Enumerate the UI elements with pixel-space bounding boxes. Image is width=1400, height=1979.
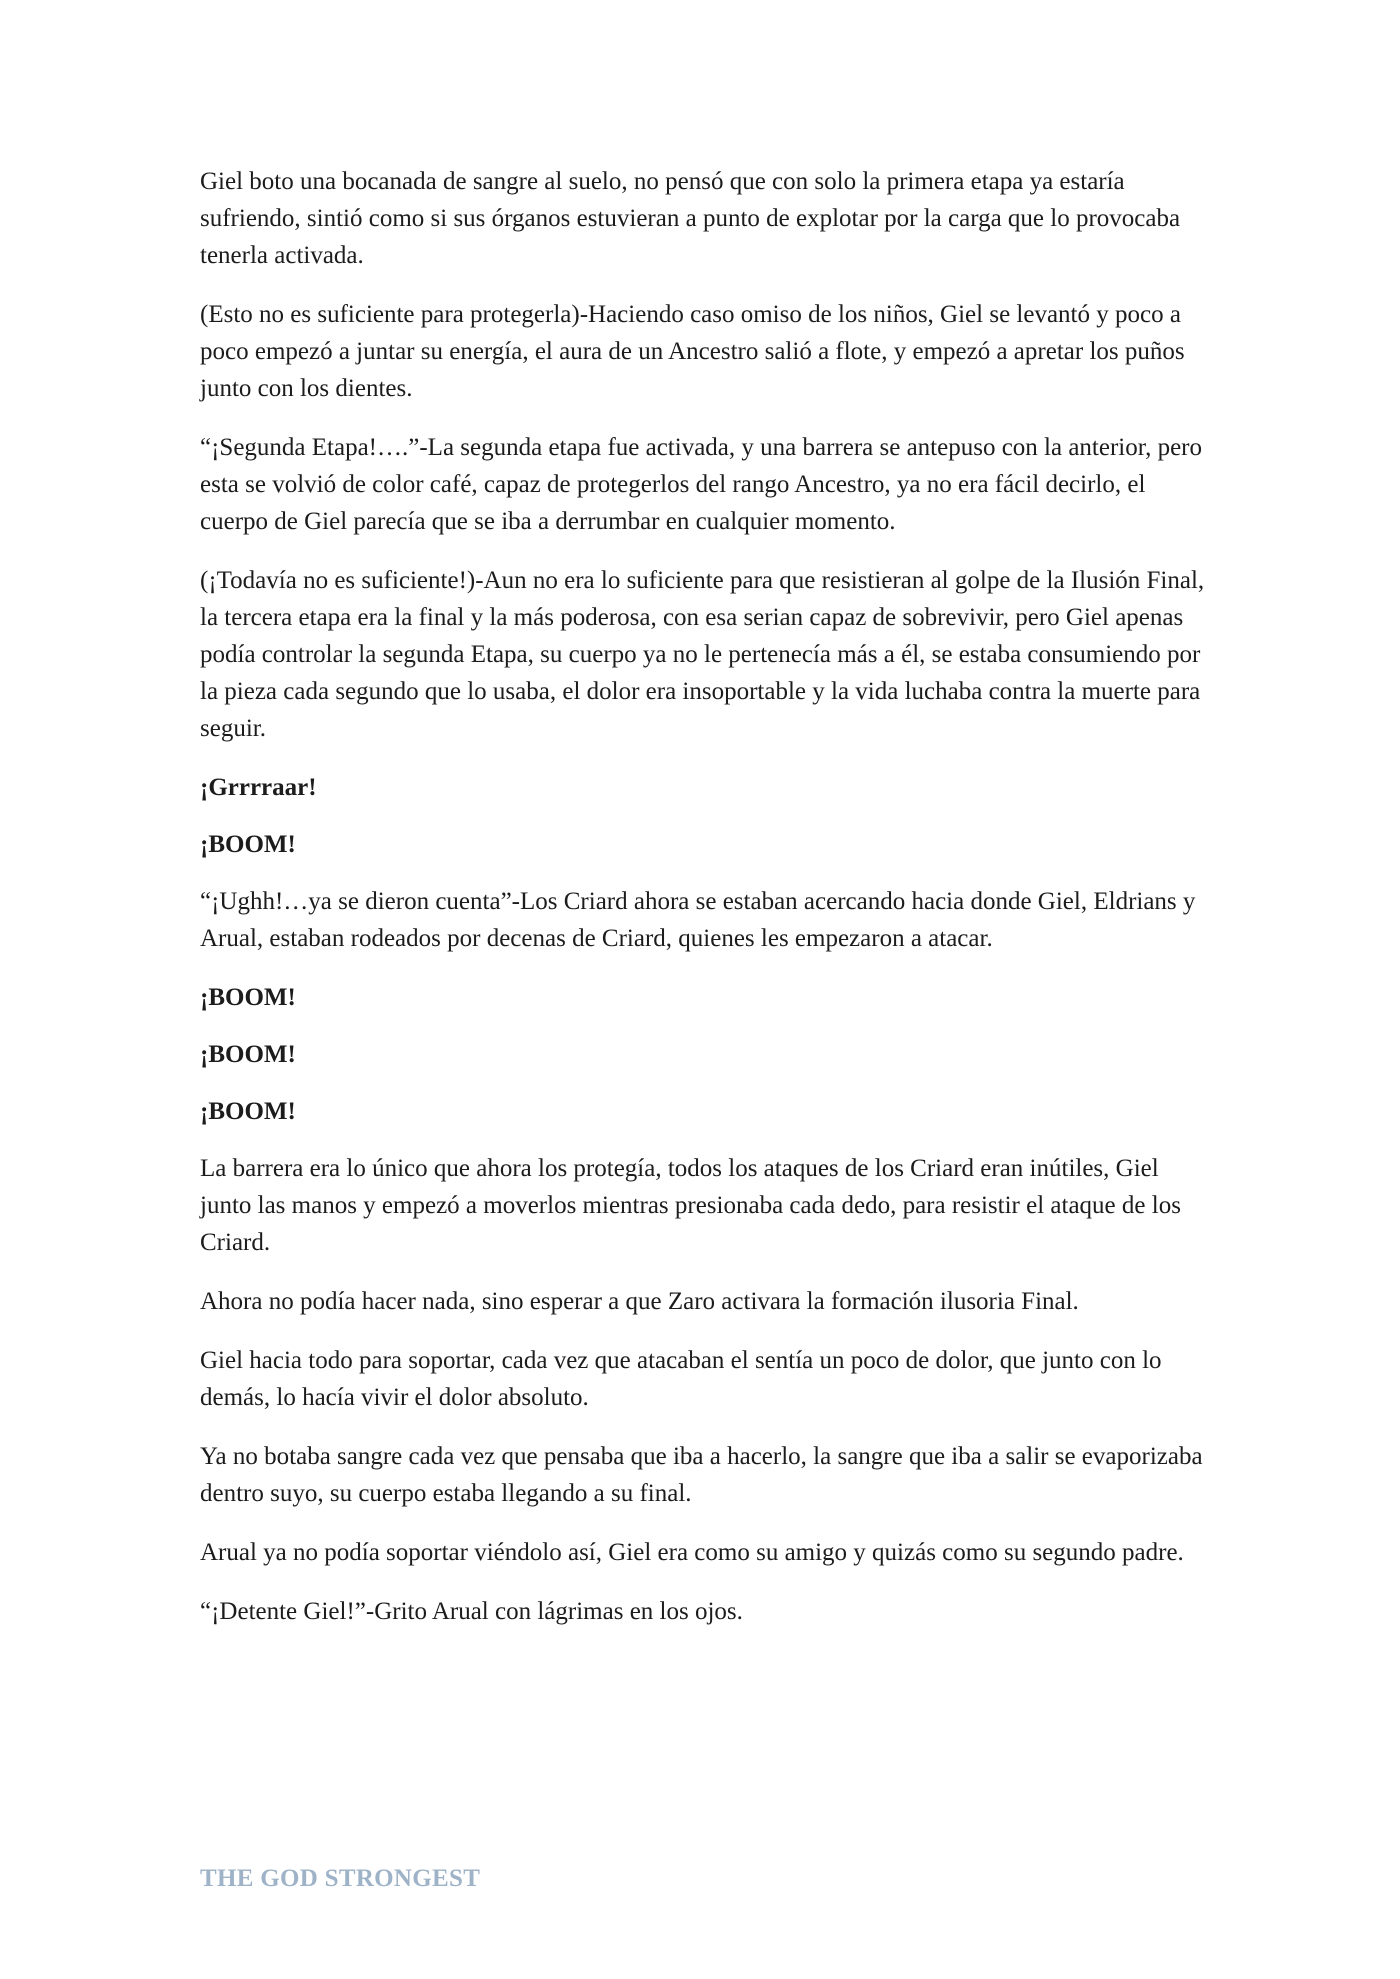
paragraph: Ya no botaba sangre cada vez que pensaba que iba a hacerlo, la sangre que iba a salir se evaporizaba dentro suyo, su cuerpo estaba llegando a su final. — [200, 1443, 1203, 1507]
paragraph: Giel hacia todo para soportar, cada vez que atacaban el sentía un poco de dolor, que junto con lo demás, lo hacía vivir el dolor absoluto. — [200, 1347, 1162, 1411]
sound-effect: ¡Grrrraar! — [200, 774, 317, 801]
sound-effect: ¡BOOM! — [200, 831, 296, 858]
paragraph: (Esto no es suficiente para protegerla)-Haciendo caso omiso de los niños, Giel se levantó y poco a poco empezó a juntar su energía, el aura de un Ancestro salió a flote, y empezó a apretar los puños junto con los dientes. — [200, 301, 1185, 402]
sound-effect: ¡BOOM! — [200, 984, 296, 1011]
paragraph: “¡Ughh!…ya se dieron cuenta”-Los Criard ahora se estaban acercando hacia donde Giel, Eldrians y Arual, estaban rodeados por decenas de Criard, quienes les empezaron a atacar. — [200, 888, 1196, 952]
paragraph: (¡Todavía no es suficiente!)-Aun no era lo suficiente para que resistieran al golpe de la Ilusión Final, la tercera etapa era la final y la más poderosa, con esa serian capaz de sobrevivir, pero Giel apenas podía controlar la segunda Etapa, su cuerpo ya no le pertenecía más a él, se estaba consumiendo por la pieza cada segundo que lo usaba, el dolor era insoportable y la vida luchaba contra la muerte para seguir. — [200, 567, 1205, 742]
footer-title: THE GOD STRONGEST — [200, 1865, 481, 1892]
paragraph: “¡Detente Giel!”-Grito Arual con lágrimas en los ojos. — [200, 1598, 743, 1625]
sound-effect: ¡BOOM! — [200, 1041, 296, 1068]
paragraph: Ahora no podía hacer nada, sino esperar a que Zaro activara la formación ilusoria Final. — [200, 1288, 1079, 1315]
paragraph: Giel boto una bocanada de sangre al suelo, no pensó que con solo la primera etapa ya estaría sufriendo, sintió como si sus órganos estuvieran a punto de explotar por la carga que lo provocaba tenerla activada. — [200, 168, 1181, 269]
document-body — [200, 163, 1210, 1652]
paragraph: La barrera era lo único que ahora los protegía, todos los ataques de los Criard eran inútiles, Giel junto las manos y empezó a moverlos mientras presionaba cada dedo, para resistir el ataque de los Criard. — [200, 1155, 1181, 1256]
sound-effect: ¡BOOM! — [200, 1098, 296, 1125]
paragraph: Arual ya no podía soportar viéndolo así, Giel era como su amigo y quizás como su segundo padre. — [200, 1539, 1184, 1566]
paragraph: “¡Segunda Etapa!….”-La segunda etapa fue activada, y una barrera se antepuso con la anterior, pero esta se volvió de color café, capaz de protegerlos del rango Ancestro, ya no era fácil decirlo, el cuerpo de Giel parecía que se iba a derrumbar en cualquier momento. — [200, 434, 1202, 535]
